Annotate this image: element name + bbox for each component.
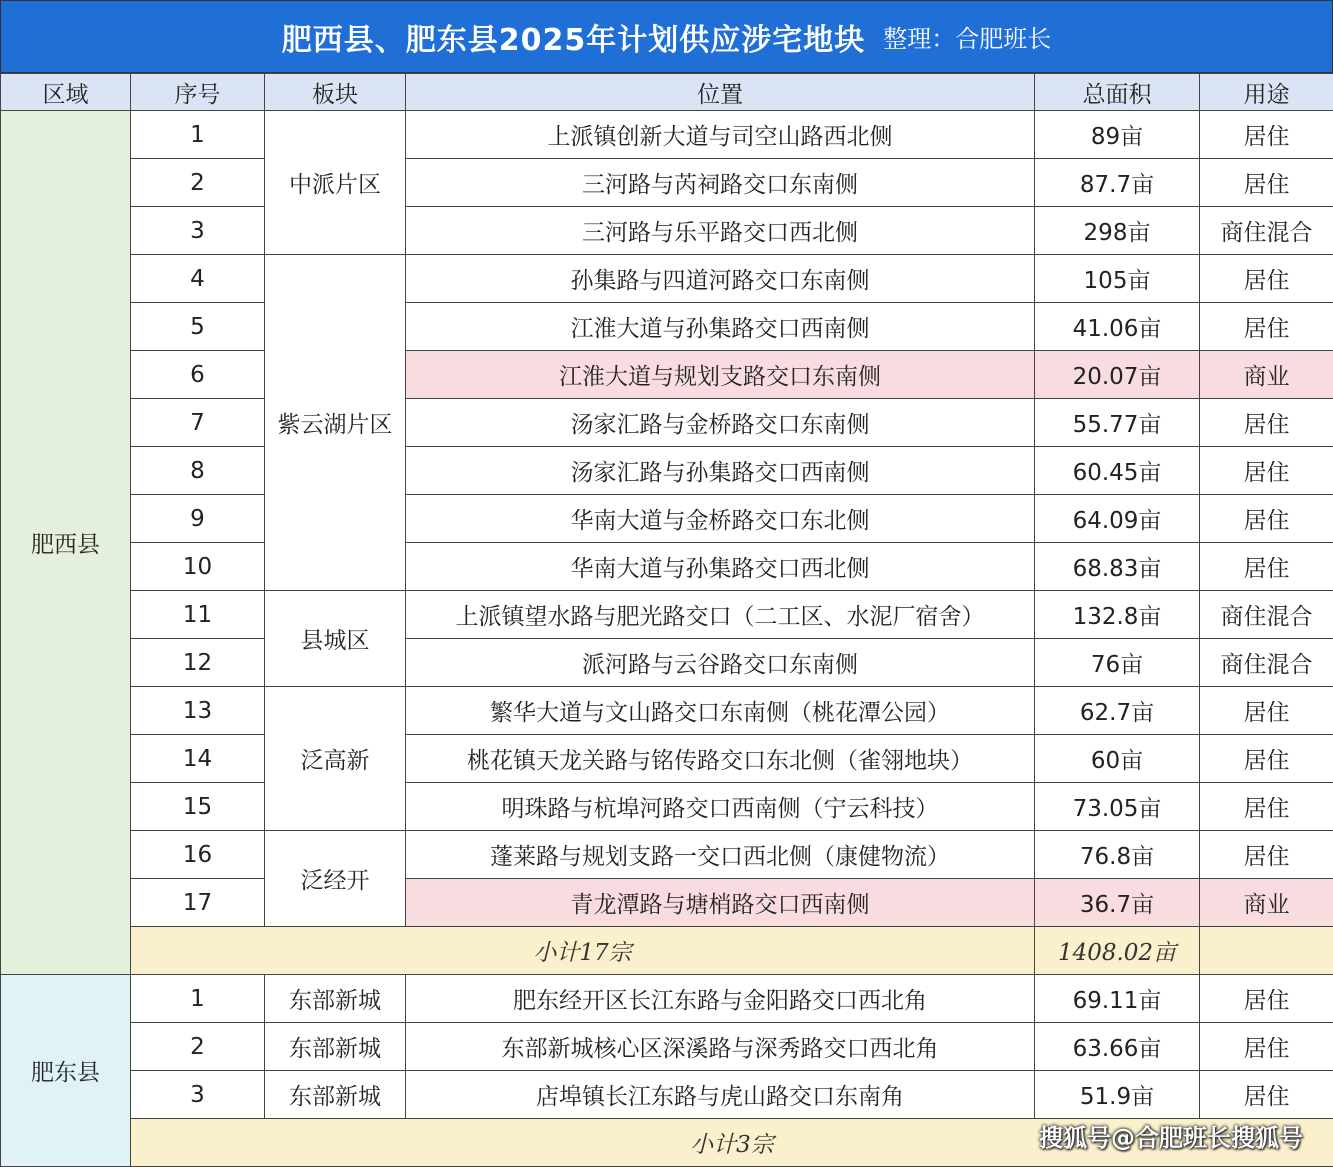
block-cell: 东部新城	[265, 1023, 406, 1071]
header-block: 板块	[265, 74, 406, 111]
row-location: 汤家汇路与金桥路交口东南侧	[406, 399, 1035, 447]
row-no: 2	[131, 159, 265, 207]
row-area: 36.7亩	[1035, 879, 1200, 927]
table-row	[1, 735, 1333, 783]
table-row	[1, 159, 1333, 207]
row-use: 居住	[1200, 543, 1333, 591]
row-use: 居住	[1200, 495, 1333, 543]
row-no: 8	[131, 447, 265, 495]
table-row	[1, 831, 1333, 879]
page-title: 肥西县、肥东县2025年计划供应涉宅地块	[281, 22, 866, 58]
row-location: 青龙潭路与塘梢路交口西南侧	[406, 879, 1035, 927]
row-no: 15	[131, 783, 265, 831]
table-row	[1, 255, 1333, 303]
table-row	[1, 447, 1333, 495]
row-location: 上派镇创新大道与司空山路西北侧	[406, 111, 1035, 159]
row-location: 桃花镇天龙关路与铭传路交口东北侧（雀翎地块）	[406, 735, 1035, 783]
table-row	[1, 639, 1333, 687]
row-location: 江淮大道与规划支路交口东南侧	[406, 351, 1035, 399]
row-no: 16	[131, 831, 265, 879]
table-row-highlighted	[1, 879, 1333, 927]
table-row-highlighted	[1, 351, 1333, 399]
row-use: 居住	[1200, 447, 1333, 495]
block-cell: 紫云湖片区	[265, 255, 406, 591]
table-row	[1, 1071, 1333, 1119]
row-location: 明珠路与杭埠河路交口西南侧（宁云科技）	[406, 783, 1035, 831]
subtotal-use-empty	[1200, 927, 1333, 975]
row-use: 居住	[1200, 159, 1333, 207]
row-area: 68.83亩	[1035, 543, 1200, 591]
row-use: 商住混合	[1200, 207, 1333, 255]
row-use: 居住	[1200, 1023, 1333, 1071]
row-no: 17	[131, 879, 265, 927]
row-use: 居住	[1200, 111, 1333, 159]
header-region: 区域	[1, 74, 131, 111]
table-row	[1, 303, 1333, 351]
row-no: 12	[131, 639, 265, 687]
table-row	[1, 591, 1333, 639]
subtotal-row-feixi	[1, 927, 1333, 975]
row-use: 商住混合	[1200, 591, 1333, 639]
row-use: 居住	[1200, 687, 1333, 735]
row-location: 孙集路与四道河路交口东南侧	[406, 255, 1035, 303]
region-feixi: 肥西县	[1, 111, 131, 975]
row-no: 5	[131, 303, 265, 351]
row-location: 三河路与乐平路交口西北侧	[406, 207, 1035, 255]
row-no: 3	[131, 207, 265, 255]
row-area: 132.8亩	[1035, 591, 1200, 639]
row-location: 派河路与云谷路交口东南侧	[406, 639, 1035, 687]
row-area: 298亩	[1035, 207, 1200, 255]
row-no: 7	[131, 399, 265, 447]
row-use: 居住	[1200, 783, 1333, 831]
table-row	[1, 495, 1333, 543]
row-location: 华南大道与孙集路交口西北侧	[406, 543, 1035, 591]
row-area: 76亩	[1035, 639, 1200, 687]
row-use: 商业	[1200, 351, 1333, 399]
table-row	[1, 543, 1333, 591]
block-cell: 中派片区	[265, 111, 406, 255]
row-use: 居住	[1200, 399, 1333, 447]
table-row	[1, 975, 1333, 1023]
row-no: 1	[131, 111, 265, 159]
row-use: 商业	[1200, 879, 1333, 927]
table-row	[1, 207, 1333, 255]
page-subtitle: 整理：合肥班长	[883, 25, 1052, 53]
row-area: 105亩	[1035, 255, 1200, 303]
table-row	[1, 399, 1333, 447]
row-location: 东部新城核心区深溪路与深秀路交口西北角	[406, 1023, 1035, 1071]
block-cell: 泛经开	[265, 831, 406, 927]
row-no: 6	[131, 351, 265, 399]
row-area: 55.77亩	[1035, 399, 1200, 447]
row-no: 14	[131, 735, 265, 783]
subtotal-label: 小计17宗	[131, 927, 1035, 975]
row-location: 江淮大道与孙集路交口西南侧	[406, 303, 1035, 351]
row-no: 4	[131, 255, 265, 303]
row-use: 居住	[1200, 831, 1333, 879]
row-area: 63.66亩	[1035, 1023, 1200, 1071]
row-no: 2	[131, 1023, 265, 1071]
subtotal-label: 小计3宗	[131, 1119, 1333, 1167]
row-area: 60.45亩	[1035, 447, 1200, 495]
row-area: 69.11亩	[1035, 975, 1200, 1023]
watermark-text: 搜狐号@合肥班长搜狐号	[1039, 1124, 1303, 1152]
row-area: 76.8亩	[1035, 831, 1200, 879]
header-use: 用途	[1200, 74, 1333, 111]
land-table	[0, 73, 1333, 1167]
row-use: 居住	[1200, 1071, 1333, 1119]
row-no: 1	[131, 975, 265, 1023]
row-no: 9	[131, 495, 265, 543]
row-use: 居住	[1200, 303, 1333, 351]
table-row	[1, 783, 1333, 831]
header-area: 总面积	[1035, 74, 1200, 111]
block-cell: 东部新城	[265, 975, 406, 1023]
row-area: 73.05亩	[1035, 783, 1200, 831]
table-row	[1, 111, 1333, 159]
region-feidong: 肥东县	[1, 975, 131, 1167]
row-area: 60亩	[1035, 735, 1200, 783]
row-location: 肥东经开区长江东路与金阳路交口西北角	[406, 975, 1035, 1023]
header-location: 位置	[406, 74, 1035, 111]
row-area: 41.06亩	[1035, 303, 1200, 351]
row-area: 87.7亩	[1035, 159, 1200, 207]
row-use: 商住混合	[1200, 639, 1333, 687]
row-location: 繁华大道与文山路交口东南侧（桃花潭公园）	[406, 687, 1035, 735]
header-no: 序号	[131, 74, 265, 111]
subtotal-area: 1408.02亩	[1035, 927, 1200, 975]
row-use: 居住	[1200, 255, 1333, 303]
header-row	[1, 74, 1333, 111]
row-location: 三河路与芮祠路交口东南侧	[406, 159, 1035, 207]
row-no: 3	[131, 1071, 265, 1119]
row-area: 51.9亩	[1035, 1071, 1200, 1119]
row-area: 89亩	[1035, 111, 1200, 159]
row-location: 汤家汇路与孙集路交口西南侧	[406, 447, 1035, 495]
row-use: 居住	[1200, 735, 1333, 783]
table-row	[1, 1023, 1333, 1071]
row-area: 62.7亩	[1035, 687, 1200, 735]
title-bar	[0, 0, 1333, 73]
row-area: 64.09亩	[1035, 495, 1200, 543]
row-location: 华南大道与金桥路交口东北侧	[406, 495, 1035, 543]
table-row	[1, 687, 1333, 735]
row-location: 上派镇望水路与肥光路交口（二工区、水泥厂宿舍）	[406, 591, 1035, 639]
row-no: 13	[131, 687, 265, 735]
row-area: 20.07亩	[1035, 351, 1200, 399]
row-location: 店埠镇长江东路与虎山路交口东南角	[406, 1071, 1035, 1119]
block-cell: 泛高新	[265, 687, 406, 831]
row-location: 蓬莱路与规划支路一交口西北侧（康健物流）	[406, 831, 1035, 879]
block-cell: 东部新城	[265, 1071, 406, 1119]
row-no: 11	[131, 591, 265, 639]
row-no: 10	[131, 543, 265, 591]
row-use: 居住	[1200, 975, 1333, 1023]
block-cell: 县城区	[265, 591, 406, 687]
